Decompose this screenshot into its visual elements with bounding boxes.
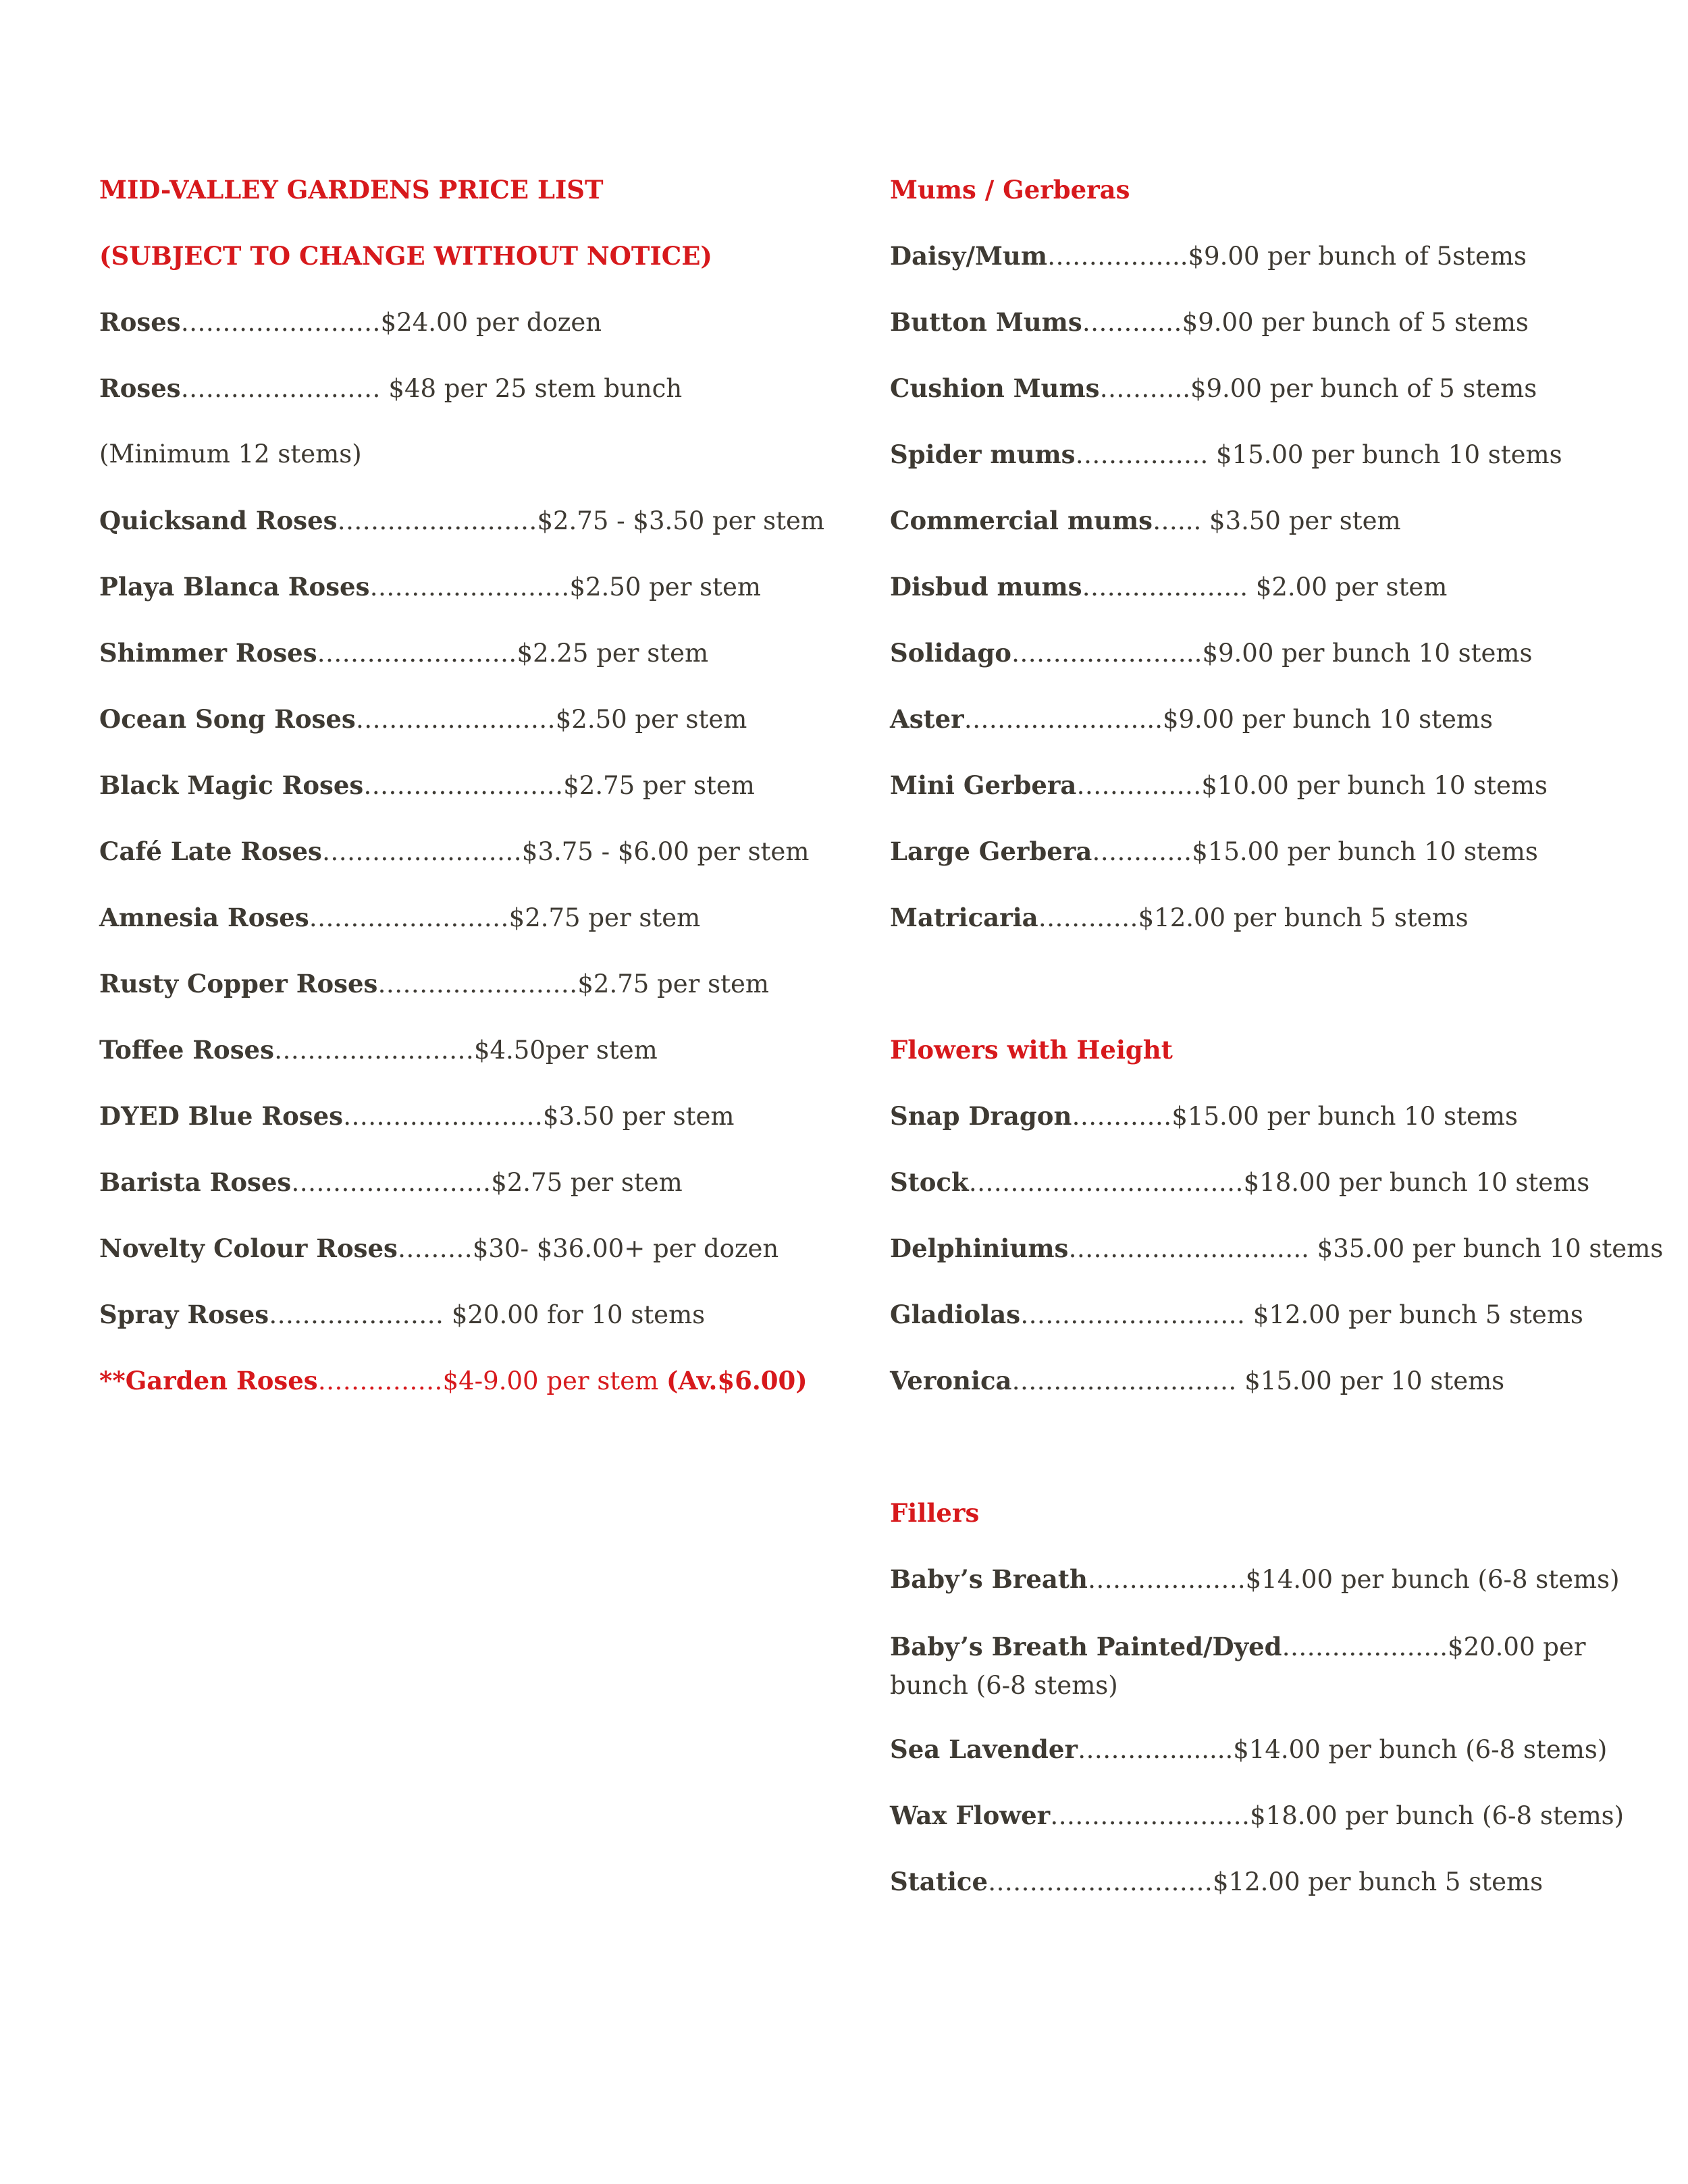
- list-item: [890, 1564, 1620, 1595]
- item-price: $3.75 - $6.00 per stem: [521, 837, 810, 866]
- item-leader: ……………………: [309, 903, 509, 932]
- item-price: $2.00 per stem: [1255, 572, 1448, 602]
- item-note: (Minimum 12 stems): [99, 440, 362, 469]
- item-leader: ………………………: [988, 1867, 1213, 1896]
- item-leader: ……………: [1076, 771, 1202, 800]
- section-heading: Mums / Gerberas: [890, 175, 1130, 205]
- item-name: Gladiolas: [890, 1300, 1021, 1329]
- item-price: $2.25 per stem: [517, 639, 709, 668]
- list-item: [890, 770, 1548, 801]
- item-price: $18.00 per bunch (6-8 stems): [1250, 1801, 1625, 1830]
- item-name: Novelty Colour Roses: [99, 1233, 398, 1263]
- item-leader: ……………………: [180, 374, 389, 403]
- item-name: Solidago: [890, 638, 1011, 668]
- item-price: $20.00 per bunch (6-8 stems): [890, 1632, 1586, 1700]
- list-item: [890, 1233, 1663, 1264]
- item-leader: ……………….: [1087, 1565, 1246, 1594]
- item-leader: ………………..: [1282, 1632, 1448, 1661]
- list-item: [99, 836, 809, 868]
- item-price: $3.50 per stem: [1209, 506, 1401, 535]
- list-item: [99, 770, 755, 801]
- item-price: $35.00 per bunch 10 stems: [1317, 1234, 1664, 1263]
- item-name: **Garden Roses: [99, 1366, 318, 1395]
- item-price: $9.00 per bunch 10 stems: [1162, 705, 1494, 734]
- item-leader: ………..: [1099, 374, 1190, 403]
- list-item: [890, 1866, 1543, 1898]
- list-item: [890, 637, 1532, 669]
- item-leader: ………: [397, 1234, 473, 1263]
- item-name: Spider mums: [890, 440, 1076, 469]
- item-name: Amnesia Roses: [99, 903, 309, 932]
- item-price: $24.00 per dozen: [380, 308, 602, 337]
- item-price: $15.00 per bunch 10 stems: [1171, 1102, 1518, 1131]
- item-name: Snap Dragon: [890, 1101, 1072, 1131]
- item-name: Black Magic Roses: [99, 770, 364, 800]
- list-item: [99, 505, 824, 537]
- item-price: $20.00 for 10 stems: [451, 1300, 706, 1329]
- item-name: Matricaria: [890, 903, 1038, 932]
- item-leader: …………………..: [1011, 639, 1203, 668]
- item-name: Shimmer Roses: [99, 638, 317, 668]
- item-price: $48 per 25 stem bunch: [388, 374, 683, 403]
- item-leader: ……………..: [1047, 242, 1188, 271]
- list-item: [890, 902, 1469, 934]
- list-item: [890, 571, 1447, 603]
- item-price: $2.75 per stem: [491, 1168, 683, 1197]
- list-item: [99, 902, 700, 934]
- list-item: [890, 1734, 1607, 1765]
- item-leader: …………….: [1075, 440, 1216, 469]
- list-item: [890, 703, 1493, 735]
- item-name: Mini Gerbera: [890, 770, 1077, 800]
- list-item: [99, 637, 708, 669]
- list-item: [890, 505, 1401, 537]
- list-item: [99, 1299, 705, 1331]
- item-leader: ………………..: [1082, 572, 1256, 602]
- item-name: Toffee Roses: [99, 1035, 274, 1065]
- list-item: [99, 307, 602, 338]
- item-leader: ……………………: [180, 308, 381, 337]
- item-leader: ……………………: [317, 639, 517, 668]
- item-price: $15.00 per bunch 10 stems: [1192, 837, 1538, 866]
- item-leader: ……………………: [342, 1102, 543, 1131]
- item-name: Sea Lavender: [890, 1734, 1078, 1764]
- price-list-subtitle: (SUBJECT TO CHANGE WITHOUT NOTICE): [99, 241, 712, 271]
- item-name: Cushion Mums: [890, 373, 1100, 403]
- item-name: Statice: [890, 1867, 988, 1896]
- item-price: $4-9.00 per stem: [442, 1366, 666, 1395]
- list-item: [99, 571, 761, 603]
- item-leader: ……………………: [355, 705, 556, 734]
- section-heading: Fillers: [890, 1498, 980, 1528]
- list-item: [99, 1100, 735, 1132]
- price-list-title: MID-VALLEY GARDENS PRICE LIST: [99, 175, 604, 205]
- item-name: Spray Roses: [99, 1300, 269, 1329]
- item-price: $14.00 per bunch (6-8 stems): [1233, 1735, 1608, 1764]
- garden-roses-item: [99, 1365, 808, 1397]
- item-price: $15.00 per bunch 10 stems: [1216, 440, 1562, 469]
- item-price: $30- $36.00+ per dozen: [472, 1234, 779, 1263]
- item-leader: ……………………: [369, 572, 570, 602]
- item-leader: ……………………: [321, 837, 522, 866]
- list-item: [890, 307, 1529, 338]
- item-price: $2.50 per stem: [555, 705, 747, 734]
- item-leader: …...: [1153, 506, 1210, 535]
- item-name: Baby’s Breath Painted/Dyed: [890, 1632, 1282, 1661]
- item-leader: ………….......: [1077, 1735, 1234, 1764]
- item-name: Quicksand Roses: [99, 506, 338, 535]
- list-item: [890, 1365, 1504, 1397]
- list-item: [99, 1167, 683, 1198]
- item-name: Roses: [99, 373, 181, 403]
- item-leader: ………………………: [1020, 1300, 1253, 1329]
- item-price: $2.75 - $3.50 per stem: [537, 506, 824, 535]
- item-name: DYED Blue Roses: [99, 1101, 343, 1131]
- list-item: [890, 439, 1562, 471]
- item-name: Large Gerbera: [890, 836, 1092, 866]
- item-name: Disbud mums: [890, 572, 1082, 602]
- item-name: Daisy/Mum: [890, 241, 1047, 271]
- item-price: $15.00 per 10 stems: [1244, 1366, 1505, 1395]
- section-heading: Flowers with Height: [890, 1035, 1173, 1065]
- item-price: $18.00 per bunch 10 stems: [1243, 1168, 1590, 1197]
- item-name: Baby’s Breath: [890, 1564, 1088, 1594]
- item-price: $4.50per stem: [473, 1036, 658, 1065]
- item-leader: ……………………………: [968, 1168, 1244, 1197]
- item-price: $9.00 per bunch of 5 stems: [1190, 374, 1537, 403]
- item-leader: …………: [1092, 837, 1192, 866]
- item-leader: …………………: [269, 1300, 452, 1329]
- item-price: $3.50 per stem: [542, 1102, 735, 1131]
- list-item: [890, 1100, 1518, 1132]
- list-item: [99, 1233, 779, 1264]
- item-name: Café Late Roses: [99, 836, 322, 866]
- item-price: $2.50 per stem: [569, 572, 761, 602]
- list-item: [99, 968, 769, 1000]
- list-item: [890, 1800, 1624, 1832]
- item-price: $2.75 per stem: [563, 771, 755, 800]
- item-price: $14.00 per bunch (6-8 stems): [1245, 1565, 1620, 1594]
- item-leader: ………………………..: [1068, 1234, 1317, 1263]
- list-item: [890, 1628, 1633, 1705]
- item-leader: ……………………: [273, 1036, 474, 1065]
- list-item: [99, 703, 747, 735]
- item-name: Veronica: [890, 1366, 1012, 1395]
- item-name: Rusty Copper Roses: [99, 969, 378, 998]
- item-leader: ……………………: [337, 506, 537, 535]
- list-item: [890, 1167, 1589, 1198]
- list-item: [890, 240, 1527, 272]
- item-price: $12.00 per bunch 5 stems: [1138, 903, 1469, 932]
- list-item: [890, 1299, 1583, 1331]
- list-item: [99, 373, 682, 404]
- item-leader: …………: [1038, 903, 1138, 932]
- item-price: $9.00 per bunch of 5stems: [1188, 242, 1527, 271]
- item-name: Ocean Song Roses: [99, 704, 356, 734]
- item-leader: ……………………: [291, 1168, 492, 1197]
- item-leader: ……………………: [377, 969, 578, 998]
- item-price: $2.75 per stem: [577, 969, 769, 998]
- item-name: Wax Flower: [890, 1801, 1051, 1830]
- item-name: Playa Blanca Roses: [99, 572, 370, 602]
- list-item: [890, 373, 1537, 404]
- average-price: (Av.$6.00): [666, 1366, 808, 1395]
- item-name: Stock: [890, 1167, 969, 1197]
- item-name: Commercial mums: [890, 506, 1153, 535]
- item-leader: ……………………: [1050, 1801, 1250, 1830]
- item-price: $10.00 per bunch 10 stems: [1201, 771, 1548, 800]
- item-name: Button Mums: [890, 307, 1082, 337]
- item-leader: ……………: [317, 1366, 443, 1395]
- item-name: Delphiniums: [890, 1233, 1069, 1263]
- item-leader: ……………………: [363, 771, 564, 800]
- item-leader: ………………………: [1011, 1366, 1245, 1395]
- list-item: [890, 836, 1538, 868]
- item-leader: …………: [1082, 308, 1182, 337]
- item-name: Barista Roses: [99, 1167, 292, 1197]
- item-price: $9.00 per bunch of 5 stems: [1182, 308, 1529, 337]
- item-price: $9.00 per bunch 10 stems: [1202, 639, 1533, 668]
- item-price: $12.00 per bunch 5 stems: [1213, 1867, 1544, 1896]
- list-item: [99, 1034, 658, 1066]
- item-name: Aster: [890, 704, 964, 734]
- item-price: $2.75 per stem: [508, 903, 701, 932]
- item-leader: …………………...: [964, 705, 1163, 734]
- item-name: Roses: [99, 307, 181, 337]
- item-leader: …………: [1072, 1102, 1172, 1131]
- item-price: $12.00 per bunch 5 stems: [1252, 1300, 1583, 1329]
